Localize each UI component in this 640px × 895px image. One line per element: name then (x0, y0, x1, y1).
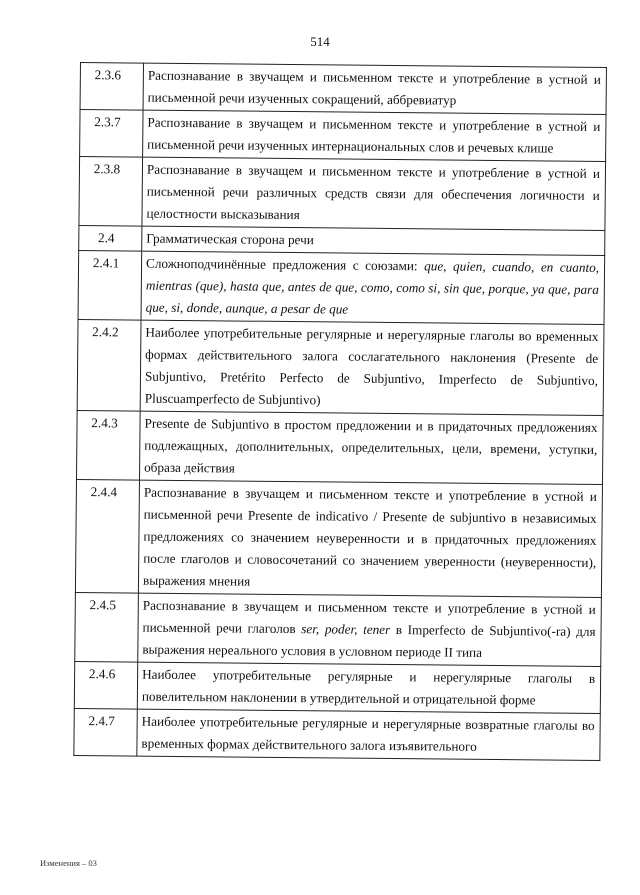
section-text (137, 709, 600, 760)
section-text (141, 251, 605, 324)
text-run: Наиболее употребительные регулярные и нерегулярные глаголы во временных формах действительного залога сослагательного наклонения (Presente de Subjuntivo, Pretérito Perfecto de Subjuntivo, Imperfecto de Subjuntivo, Pluscuamperfecto de Subjuntivo) (144, 324, 599, 408)
table-row (75, 479, 602, 597)
section-number: 2.4.1 (78, 250, 142, 320)
table-row (76, 410, 603, 484)
section-text (139, 411, 603, 484)
text-run: Сложноподчинённые предложения с союзами: (146, 255, 425, 274)
section-text (142, 157, 606, 230)
section-text (138, 480, 602, 597)
text-run: в Imperfecto de Subjuntivo(-ra) для выражения нереального условия в условном периоде II типа (142, 622, 596, 660)
page-number: 514 (310, 34, 330, 49)
table-row (75, 592, 602, 666)
table-row (80, 110, 606, 162)
text-run: Наиболее употребительные регулярные и нерегулярные глаголы в повелительном наклонении в утвердительной и отрицательной форме (141, 666, 596, 708)
text-run: Наиболее употребительные регулярные и нерегулярные возвратные глаголы во временных формах действительного залога изъявительного (141, 713, 595, 754)
section-number: 2.4.2 (77, 319, 141, 411)
text-run: Распознавание в звучащем и письменном тексте и употребление в устной и письменной речи изученных интернациональных слов и речевых клише (147, 114, 601, 156)
section-number: 2.3.8 (79, 157, 143, 227)
section-text (143, 63, 606, 114)
section-number: 2.4.5 (75, 592, 139, 662)
section-text (143, 110, 606, 161)
italic-term: ser, poder, tener (301, 621, 391, 638)
section-text (137, 662, 600, 713)
text-run: Presente de Subjuntivo в простом предложении и в придаточных предложениях подлежащных, дополнительных, определительных, цели, времени, уступки, образа действия (144, 415, 598, 476)
section-number: 2.4.4 (75, 479, 139, 593)
section-number: 2.4 (79, 225, 142, 251)
text-run: Распознавание в звучащем и письменном тексте и употребление в устной и письменной речи Presente de indicativo / Presente de subjuntivo в независимых предложениях со значением неуверенности и в придаточных предложениях после глаголов и словосочетаний со значением уверенности (неуверенности), выражения мнения (142, 484, 597, 589)
section-number: 2.3.6 (80, 63, 143, 111)
italic-term: que, quien, cuando, en cuanto, mientras (que), hasta que, antes de que, como, como si, sin que, porque, ya que, para que, si, donde, aunque, a pesar de que (145, 258, 600, 317)
section-text (138, 593, 602, 666)
section-text (140, 320, 604, 415)
text-run: Распознавание в звучащем и письменном тексте и употребление в устной и письменной речи различных средств связи для обеспечения логичности и целостности высказывания (146, 161, 601, 223)
page-footer: Изменения – 03 (40, 858, 97, 868)
text-run: Грамматическая сторона речи (146, 230, 314, 248)
content-table (73, 62, 607, 761)
table-row (78, 250, 605, 324)
table-row (74, 661, 600, 713)
table-row (77, 319, 604, 415)
section-number: 2.3.7 (80, 110, 143, 158)
section-number: 2.4.6 (74, 661, 137, 709)
section-number: 2.4.3 (76, 410, 140, 480)
text-run: Распознавание в звучащем и письменном тексте и употребление в устной и письменной речи изученных сокращений, аббревиатур (147, 67, 601, 108)
table-row (80, 63, 606, 115)
text-run: Распознавание в звучащем и письменном тексте и употребление в устной и письменной речи глаголов (142, 597, 596, 637)
table-row (79, 157, 606, 231)
section-number: 2.4.7 (74, 708, 137, 756)
table-row (74, 708, 600, 760)
